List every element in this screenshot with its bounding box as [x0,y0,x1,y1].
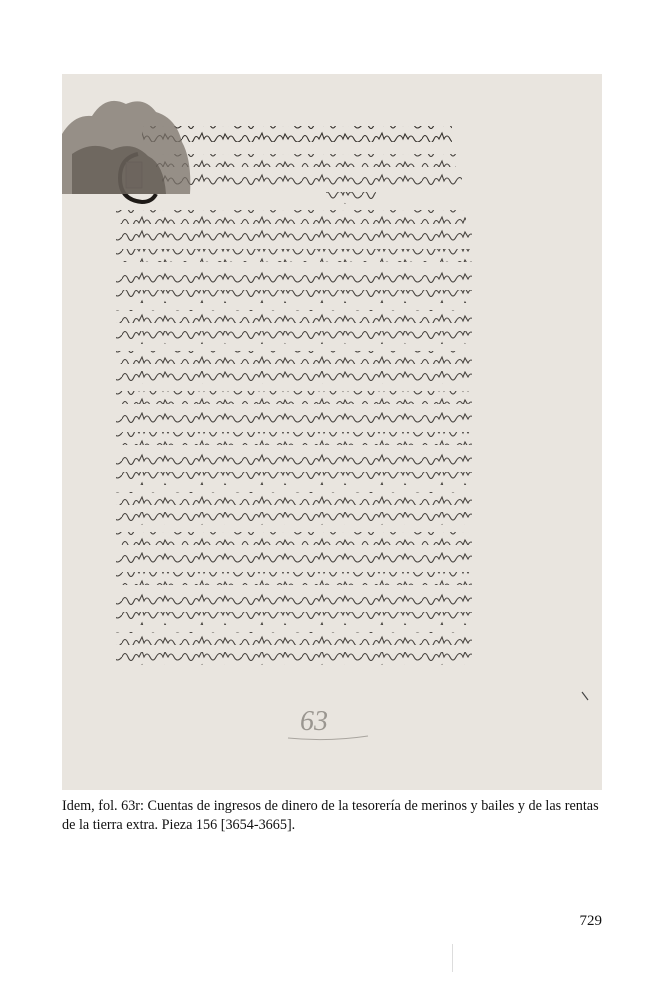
gutter-mark [452,944,453,972]
corner-stain [62,74,212,194]
page-number: 729 [579,913,602,929]
folio-pencil-number: 63 [300,706,328,737]
margin-mark [582,692,588,700]
figure-caption: Idem, fol. 63r: Cuentas de ingresos de dinero de la tesorería de merinos y bailes y de las rentas de la tierra extra. Pieza 156 [3654-3665]. [62,798,599,833]
manuscript-lines [116,154,472,665]
manuscript-photo [62,74,602,790]
